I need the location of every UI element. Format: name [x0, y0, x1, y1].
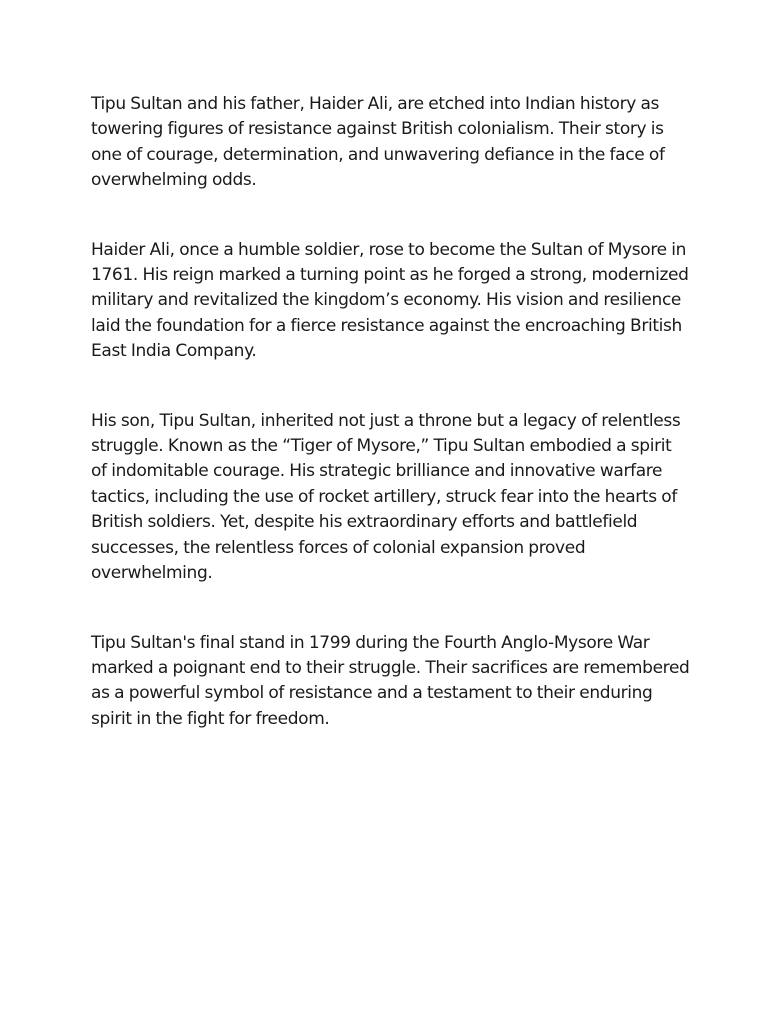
paragraph-tipu-sultan: His son, Tipu Sultan, inherited not just a throne but a legacy of relentless struggle. Known as the “Tiger of Mysore,” Tipu Sultan embodied a spirit of indomitable courage. His strategic brilliance and innovative warfare tactics, including the use of rocket artillery, struck fear into the hearts of British soldiers. Yet, despite his extraordinary efforts and battlefield successes, the relentless forces of colonial expansion proved overwhelming. [91, 410, 681, 584]
paragraph-final-stand: Tipu Sultan's final stand in 1799 during the Fourth Anglo-Mysore War marked a poignant end to their struggle. Their sacrifices are remembered as a powerful symbol of resistance and a testament to their enduring spirit in the fight for freedom. [91, 632, 690, 729]
document-body [91, 92, 691, 732]
paragraph-haider-ali: Haider Ali, once a humble soldier, rose to become the Sultan of Mysore in 1761. His reign marked a turning point as he forged a strong, modernized military and revitalized the kingdom’s economy. His vision and resilience laid the foundation for a fierce resistance against the encroaching British East India Company. [91, 239, 689, 362]
paragraph-intro: Tipu Sultan and his father, Haider Ali, are etched into Indian history as towering figures of resistance against British colonialism. Their story is one of courage, determination, and unwavering defiance in the face of overwhelming odds. [91, 94, 665, 191]
